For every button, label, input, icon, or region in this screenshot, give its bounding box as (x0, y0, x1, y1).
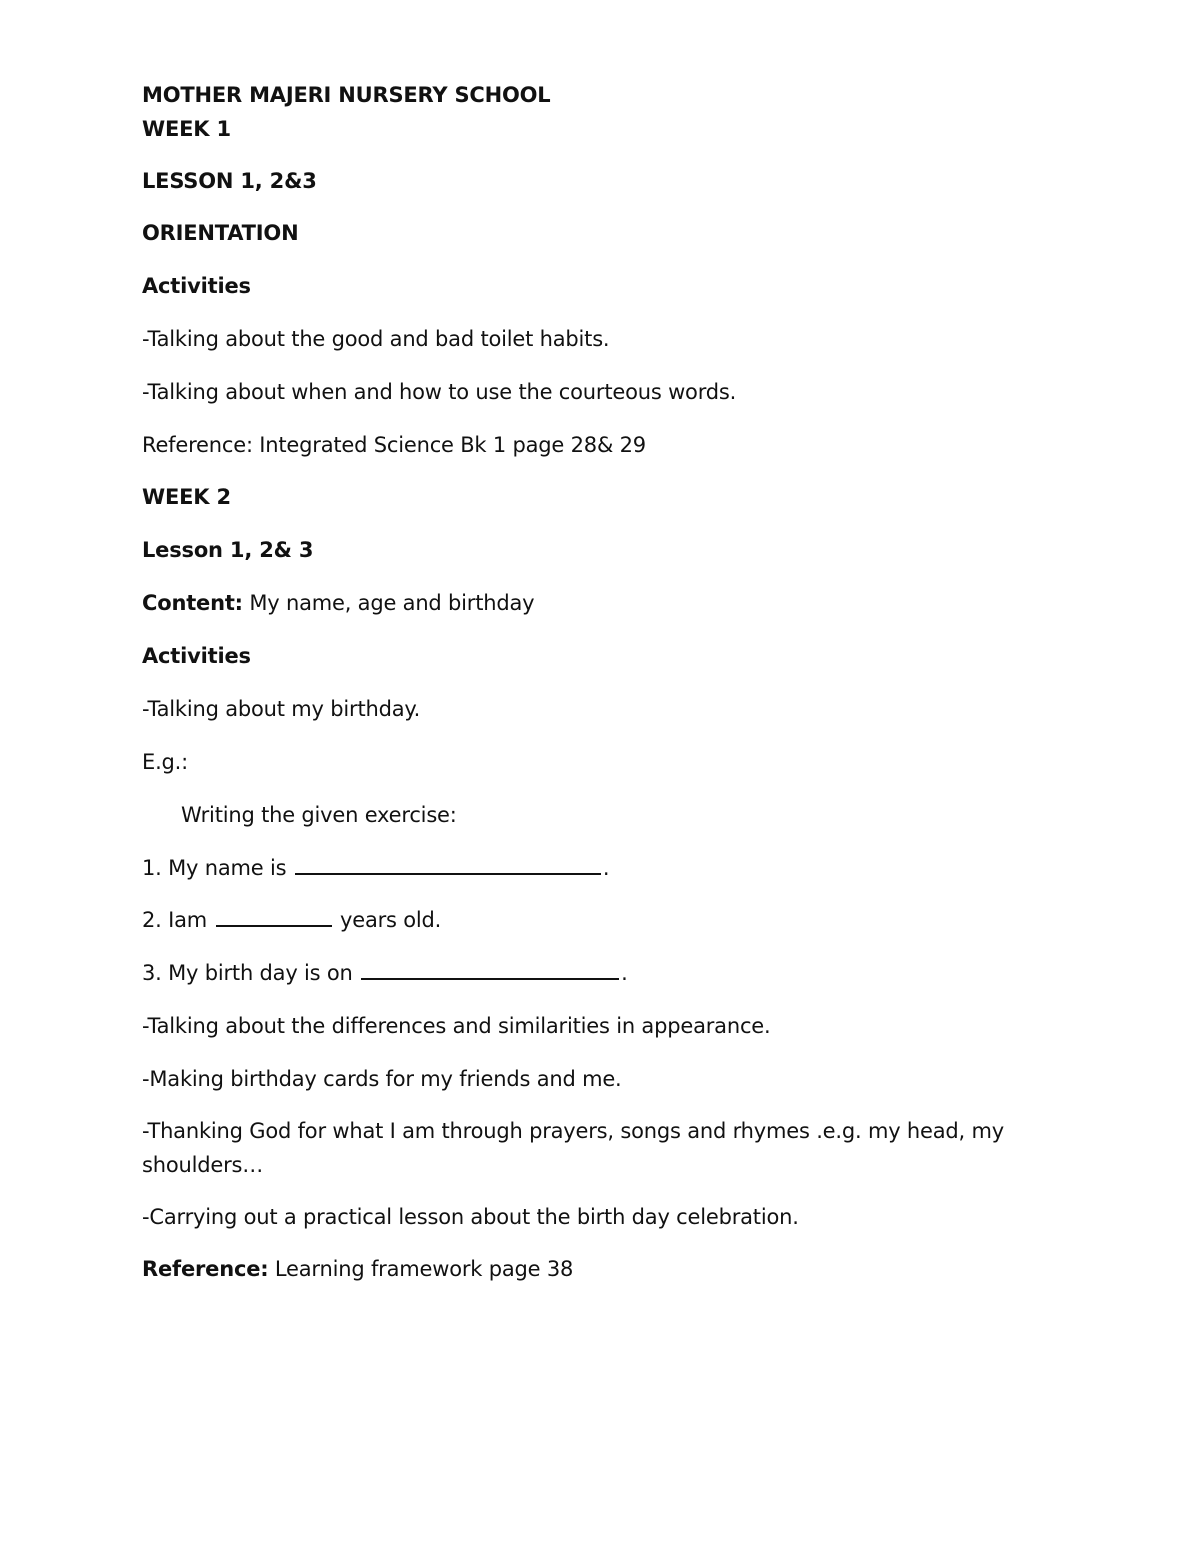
exercise-item-3 (142, 956, 628, 990)
week2-title: WEEK 2 (142, 485, 231, 509)
week1-lesson: LESSON 1, 2&3 (142, 169, 317, 193)
week2-content (142, 586, 534, 620)
reference-text: Learning framework page 38 (268, 1257, 574, 1281)
week2-activity: -Making birthday cards for my friends and me. (142, 1067, 622, 1091)
week2-activity-birthday: -Talking about my birthday. (142, 697, 421, 721)
exercise-intro: Writing the given exercise: (181, 803, 457, 827)
week1-activity: -Talking about when and how to use the courteous words. (142, 380, 737, 404)
week2-activity: -Carrying out a practical lesson about the birth day celebration. (142, 1205, 799, 1229)
blank-line (361, 958, 619, 980)
exercise-item-1-prefix: 1. My name is (142, 856, 293, 880)
school-name: MOTHER MAJERI NURSERY SCHOOL (142, 83, 551, 107)
content-label: Content: (142, 591, 243, 615)
week2-lesson: Lesson 1, 2& 3 (142, 538, 314, 562)
example-label: E.g.: (142, 750, 189, 774)
exercise-item-3-suffix: . (621, 961, 628, 985)
content-text: My name, age and birthday (242, 591, 535, 615)
blank-line (216, 905, 332, 927)
exercise-item-2-prefix: 2. Iam (142, 908, 214, 932)
week1-activity: -Talking about the good and bad toilet habits. (142, 327, 610, 351)
week1-title: WEEK 1 (142, 117, 231, 141)
blank-line (295, 853, 601, 875)
week2-activity: -Talking about the differences and similarities in appearance. (142, 1014, 771, 1038)
week1-reference: Reference: Integrated Science Bk 1 page 28& 29 (142, 433, 646, 457)
reference-label: Reference: (142, 1257, 269, 1281)
week2-reference (142, 1252, 573, 1286)
exercise-item-2-suffix: years old. (333, 908, 442, 932)
exercise-item-2 (142, 903, 441, 937)
week1-activities-heading: Activities (142, 274, 251, 298)
week1-topic: ORIENTATION (142, 221, 299, 245)
exercise-item-1-suffix: . (602, 856, 610, 880)
exercise-item-3-prefix: 3. My birth day is on (142, 961, 360, 985)
exercise-item-1 (142, 851, 609, 885)
week2-activities-heading: Activities (142, 644, 251, 668)
week2-activity: -Thanking God for what I am through prayers, songs and rhymes .e.g. my head, my shoulders… (142, 1119, 1004, 1177)
